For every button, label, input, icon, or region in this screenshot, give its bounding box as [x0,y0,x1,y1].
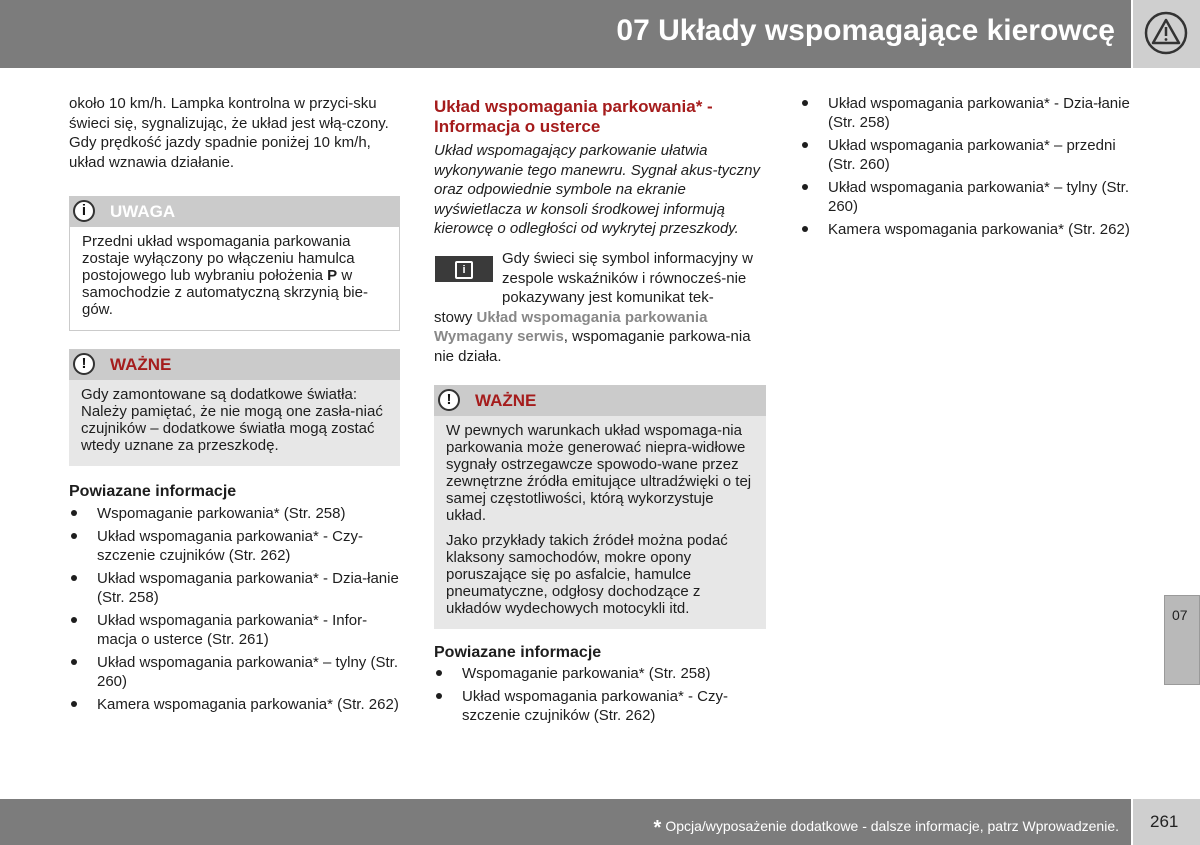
related-info-heading: Powiazane informacje [434,643,602,661]
related-list-middle [434,664,766,725]
page-number-box [1133,799,1200,845]
wazne-header-middle [434,385,766,416]
warning-triangle-icon [1142,11,1190,55]
page-footer [0,799,1131,845]
uwaga-body [69,227,400,331]
intro-paragraph: około 10 km/h. Lampka kontrolna w przyci-sku świeci się, sygnalizując, że układ jest włą-czony. Gdy prędkość jazdy spadnie poniżej 10 km/h, układ wznawia działanie. [69,95,389,171]
info-icon: i [73,200,95,222]
related-list-left [69,504,400,714]
related-info-heading: Powiazane informacje [69,483,237,501]
page-header [0,0,1131,68]
wazne-title-middle: WAŻNE [475,390,537,410]
footer-note [654,814,1119,837]
column-right [800,94,1131,243]
list-item[interactable]: Wspomaganie parkowania* (Str. 258) [434,664,766,683]
list-item[interactable]: Układ wspomagania parkowania* – tylny (Str. 260) [69,653,400,691]
wazne-title-left: WAŻNE [110,355,172,375]
related-list-right [800,94,1131,239]
chapter-side-tab[interactable] [1164,595,1200,685]
chapter-number: 07 [1172,607,1188,623]
list-item[interactable]: Układ wspomagania parkowania* – przedni (Str. 260) [800,136,1131,174]
uwaga-text-before: Przedni układ wspomagania parkowania zostaje wyłączony po włączeniu hamulca postojowego lub wybraniu położenia [82,233,355,285]
exclamation-icon: ! [438,389,460,411]
intro-italic: Układ wspomagający parkowanie ułatwia wykonywanie tego manewru. Sygnał akus-tyczny oraz odpowiednie symbole na ekranie wyświetlacza w konsoli środkowej informują kierowcę o odległości od wykrytej przeszkody. [434,142,760,238]
header-icon-tab [1133,0,1200,68]
uwaga-text-bold: P [327,267,338,285]
wazne-box-left [69,349,400,466]
uwaga-header [69,196,400,227]
wazne-paragraph-1: W pewnych warunkach układ wspomaga-nia parkowania może generować niepra-widłowe sygnały ostrzegawcze spowodo-wane przez zewnętrzne źródła emitujące ultradźwięki o tej samej częstotliwości, którą wykorzystuje układ. [446,421,752,524]
list-item[interactable]: Kamera wspomagania parkowania* (Str. 262) [69,695,400,714]
column-left [69,94,400,718]
list-item[interactable]: Wspomaganie parkowania* (Str. 258) [69,504,400,523]
section-title: Układ wspomagania parkowania* - Informacja o usterce [434,97,713,136]
info-symbol-icon: i [435,256,493,282]
page-number: 261 [1150,812,1179,831]
list-item[interactable]: Układ wspomagania parkowania* - Dzia-łanie (Str. 258) [69,569,400,607]
wazne-text-left: Gdy zamontowane są dodatkowe światła: Należy pamiętać, że nie mogą one zasła-niać czujników – dodatkowe światła mogą zostać wtedy uznane za przeszkodę. [81,386,383,455]
chapter-title: 07 Układy wspomagające kierowcę [616,14,1115,47]
wazne-box-middle [434,385,766,629]
cont-prefix: stowy [434,308,477,326]
list-item[interactable]: Układ wspomagania parkowania* - Infor-macja o usterce (Str. 261) [69,611,400,649]
uwaga-box [69,196,400,331]
symbol-block [434,249,766,308]
footer-note-text: Opcja/wyposażenie dodatkowe - dalsze informacje, patrz Wprowadzenie. [665,818,1119,834]
wazne-body-left [69,380,400,466]
list-item[interactable]: Układ wspomagania parkowania* – tylny (Str. 260) [800,178,1131,216]
message-paragraph [434,308,766,367]
list-item[interactable]: Kamera wspomagania parkowania* (Str. 262) [800,220,1131,239]
uwaga-title: UWAGA [110,202,176,222]
list-item[interactable]: Układ wspomagania parkowania* - Czy-szczenie czujników (Str. 262) [69,527,400,565]
cont-suffix: , wspomaganie parkowa-nia nie działa. [434,328,751,365]
symbol-text: Gdy świeci się symbol informacyjny w zespole wskaźników i równocześ-nie pokazywany jest komunikat tek- [502,249,753,307]
exclamation-icon: ! [73,353,95,375]
uwaga-text-after: w samochodzie z automatyczną skrzynią bie-gów. [82,267,368,319]
wazne-header-left [69,349,400,380]
asterisk-mark: * [653,817,662,839]
column-middle [434,94,766,729]
service-message: Układ wspomagania parkowania Wymagany serwis [434,308,708,346]
list-item[interactable]: Układ wspomagania parkowania* - Czy-szczenie czujników (Str. 262) [434,687,766,725]
list-item[interactable]: Układ wspomagania parkowania* - Dzia-łanie (Str. 258) [800,94,1131,132]
wazne-body-middle [434,416,766,629]
wazne-paragraph-2: Jako przykłady takich źródeł można podać klaksony samochodów, mokre opony poruszające się po asfalcie, hamulce pneumatyczne, odgłosy dochodzące z układów wydechowych motocykli itd. [446,531,728,617]
